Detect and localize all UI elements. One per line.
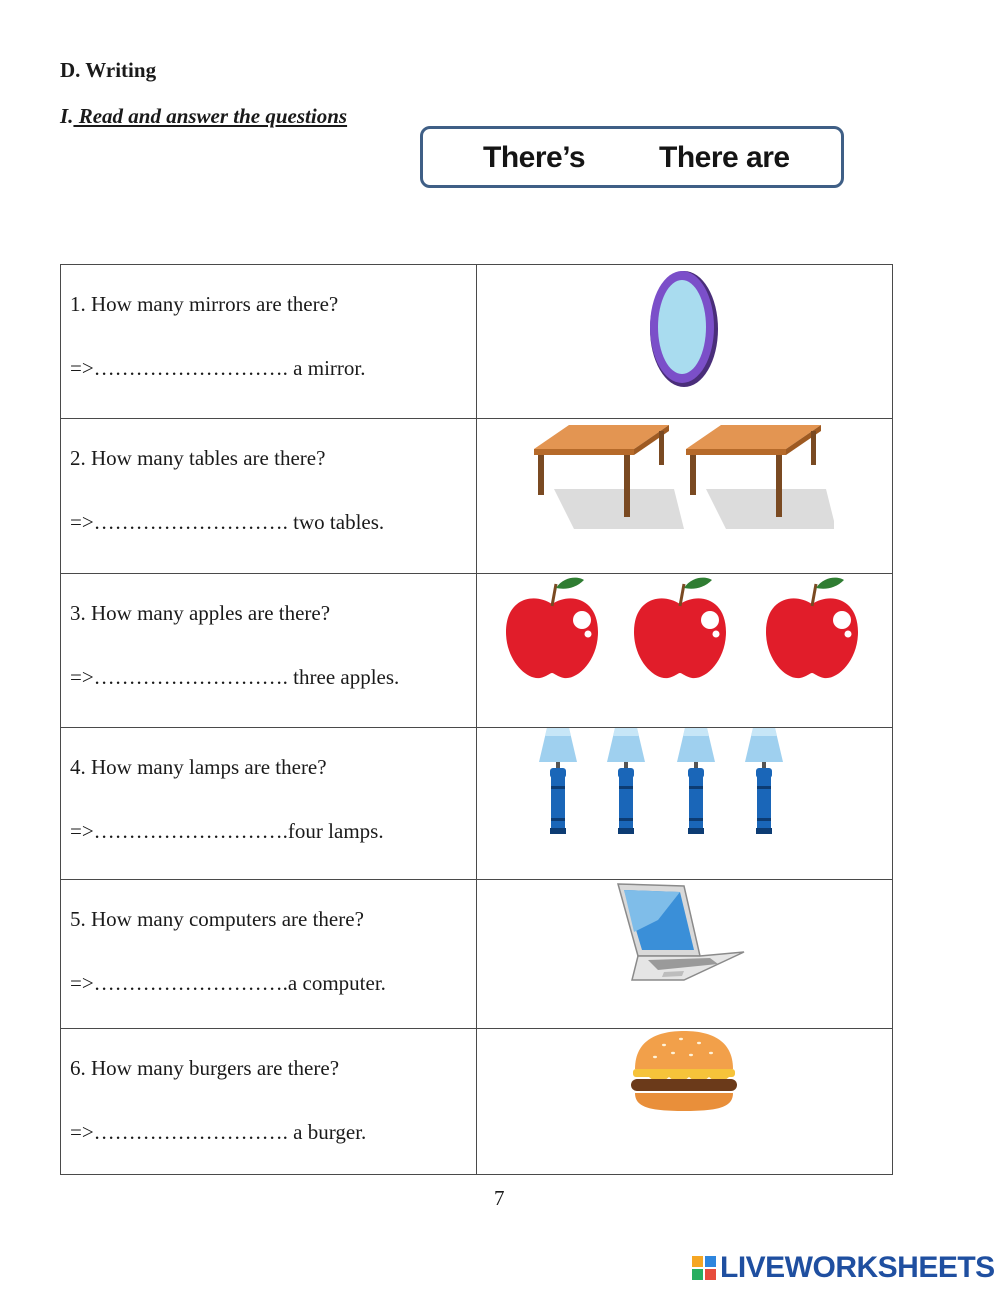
exercise-number: I. xyxy=(60,104,74,128)
brand-text: LIVEWORKSHEETS xyxy=(720,1251,995,1284)
answer-line[interactable]: =>……………………….four lamps. xyxy=(70,819,384,843)
laptop-icon xyxy=(614,880,754,984)
mirror-icon xyxy=(644,265,724,393)
apple-icon xyxy=(504,574,864,684)
table-icon xyxy=(534,419,834,529)
question-text: 3. How many apples are there? xyxy=(70,601,331,625)
burger-icon xyxy=(629,1029,739,1113)
question-table xyxy=(60,264,893,1175)
table-row xyxy=(61,1029,893,1175)
picture-cell xyxy=(476,574,892,728)
section-title: D. Writing xyxy=(60,58,157,82)
question-text: 1. How many mirrors are there? xyxy=(70,292,339,316)
picture-cell xyxy=(476,880,892,1029)
lamp-icon xyxy=(539,728,829,836)
liveworksheets-logo[interactable] xyxy=(692,1252,995,1284)
liveworksheets-grid-icon xyxy=(692,1256,716,1280)
question-cell xyxy=(61,265,477,419)
question-cell xyxy=(61,880,477,1029)
table-row xyxy=(61,419,893,574)
page-number: 7 xyxy=(494,1186,505,1210)
picture-cell xyxy=(476,728,892,880)
word-option-theres[interactable]: There’s xyxy=(483,141,586,174)
picture-cell xyxy=(476,1029,892,1175)
question-text: 4. How many lamps are there? xyxy=(70,755,327,779)
word-option-there-are[interactable]: There are xyxy=(659,141,790,174)
answer-line[interactable]: =>………………………. a mirror. xyxy=(70,356,366,380)
question-cell xyxy=(61,1029,477,1175)
table-row xyxy=(61,880,893,1029)
question-text: 5. How many computers are there? xyxy=(70,907,364,931)
picture-cell xyxy=(476,265,892,419)
exercise-instruction: Read and answer the questions xyxy=(73,104,348,128)
word-bank-box xyxy=(420,126,844,188)
answer-line[interactable]: =>………………………. three apples. xyxy=(70,665,400,689)
exercise-title xyxy=(60,104,347,129)
table-row xyxy=(61,574,893,728)
table-row xyxy=(61,728,893,880)
table-row xyxy=(61,265,893,419)
picture-cell xyxy=(476,419,892,574)
answer-line[interactable]: =>………………………. a burger. xyxy=(70,1120,367,1144)
question-cell xyxy=(61,419,477,574)
question-text: 6. How many burgers are there? xyxy=(70,1056,340,1080)
answer-line[interactable]: =>………………………. two tables. xyxy=(70,510,385,534)
answer-line[interactable]: =>……………………….a computer. xyxy=(70,971,386,995)
question-text: 2. How many tables are there? xyxy=(70,446,326,470)
question-cell xyxy=(61,574,477,728)
question-cell xyxy=(61,728,477,880)
